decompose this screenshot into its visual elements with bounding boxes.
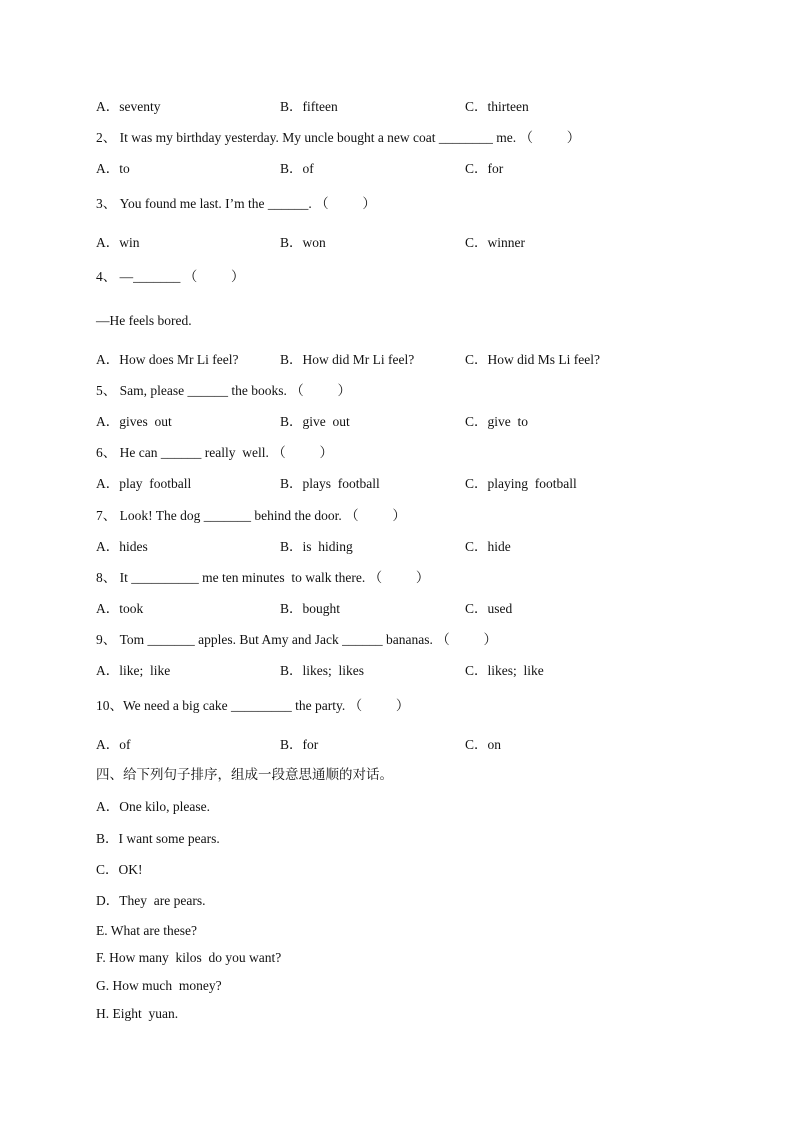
q7-option-b: B．is hiding: [280, 539, 353, 554]
q2-option-c: C．for: [465, 161, 504, 176]
section-4-title: 四、给下列句子排序，组成一段意思通顺的对话。: [96, 767, 393, 783]
q4-option-c: C．How did Ms Li feel?: [465, 352, 600, 367]
q8-option-c: C．used: [465, 601, 513, 616]
q4-option-a: A．How does Mr Li feel?: [96, 352, 239, 367]
dialogue-sentence-f: F. How many kilos do you want?: [96, 950, 282, 965]
dialogue-sentence-d: D．They are pears.: [96, 893, 206, 908]
dialogue-sentence-c: C．OK!: [96, 862, 143, 877]
q4-answer-line: —He feels bored.: [96, 313, 192, 328]
q1-option-b: B．fifteen: [280, 99, 338, 114]
q3-stem: 3、 You found me last. I’m the ______. （ ）: [96, 196, 376, 211]
q2-option-a: A．to: [96, 161, 130, 176]
q8-stem: 8、 It __________ me ten minutes to walk there. （ ）: [96, 570, 430, 585]
dialogue-sentence-a: A．One kilo, please.: [96, 799, 210, 814]
q8-option-a: A．took: [96, 601, 144, 616]
q1-option-c: C．thirteen: [465, 99, 529, 114]
q6-stem: 6、 He can ______ really well. （ ）: [96, 445, 333, 460]
q10-option-c: C．on: [465, 737, 502, 752]
q5-option-a: A．gives out: [96, 414, 172, 429]
dialogue-sentence-b: B．I want some pears.: [96, 831, 220, 846]
q7-option-a: A．hides: [96, 539, 148, 554]
dialogue-sentence-e: E. What are these?: [96, 923, 197, 938]
q10-stem: 10、We need a big cake _________ the party. （ ）: [96, 698, 410, 713]
q9-option-a: A．like; like: [96, 663, 171, 678]
q9-option-c: C．likes; like: [465, 663, 544, 678]
q4-stem: 4、 —_______ （ ）: [96, 269, 245, 284]
q3-option-a: A．win: [96, 235, 140, 250]
q6-option-a: A．play football: [96, 476, 192, 491]
q2-option-b: B．of: [280, 161, 314, 176]
q7-stem: 7、 Look! The dog _______ behind the door. （ ）: [96, 508, 406, 523]
dialogue-sentence-g: G. How much money?: [96, 978, 222, 993]
q6-option-b: B．plays football: [280, 476, 380, 491]
q10-option-a: A．of: [96, 737, 131, 752]
q9-option-b: B．likes; likes: [280, 663, 364, 678]
q10-option-b: B．for: [280, 737, 319, 752]
q9-stem: 9、 Tom _______ apples. But Amy and Jack ______ bananas. （ ）: [96, 632, 498, 647]
q1-option-a: A．seventy: [96, 99, 161, 114]
q4-option-b: B．How did Mr Li feel?: [280, 352, 415, 367]
q6-option-c: C．playing football: [465, 476, 577, 491]
q3-option-c: C．winner: [465, 235, 525, 250]
q5-stem: 5、 Sam, please ______ the books. （ ）: [96, 383, 351, 398]
q5-option-b: B．give out: [280, 414, 350, 429]
q3-option-b: B．won: [280, 235, 326, 250]
dialogue-sentence-h: H. Eight yuan.: [96, 1006, 179, 1021]
q2-stem: 2、 It was my birthday yesterday. My uncle bought a new coat ________ me. （ ）: [96, 130, 581, 145]
q7-option-c: C．hide: [465, 539, 511, 554]
q8-option-b: B．bought: [280, 601, 341, 616]
q5-option-c: C．give to: [465, 414, 528, 429]
